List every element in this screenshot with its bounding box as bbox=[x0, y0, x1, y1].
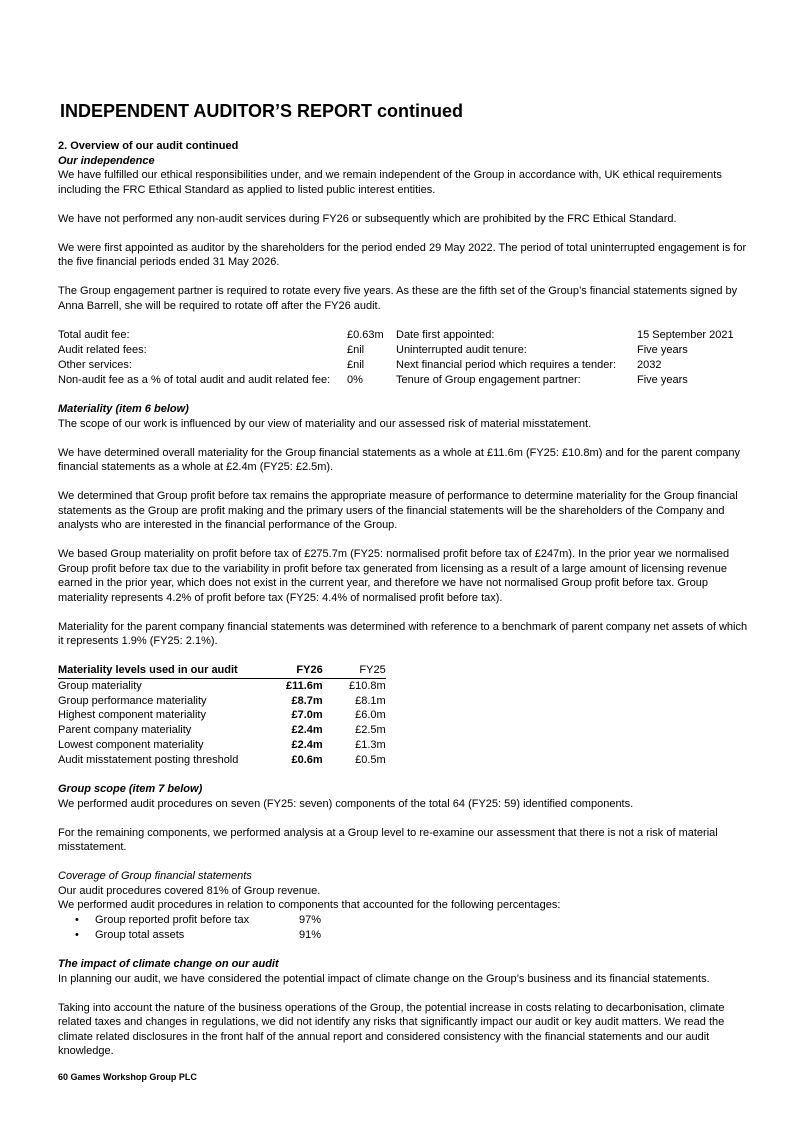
materiality-paragraph-1: The scope of our work is influenced by our view of materiality and our assessed risk of material misstatement. bbox=[58, 417, 592, 430]
fee-value: £nil bbox=[347, 343, 365, 356]
page-title: INDEPENDENT AUDITOR’S REPORT continued bbox=[60, 101, 464, 121]
fee-label: Total audit fee: bbox=[58, 328, 130, 341]
materiality-table bbox=[58, 663, 386, 768]
row-label: Lowest component materiality bbox=[58, 738, 204, 751]
table-row bbox=[58, 723, 386, 738]
table-row bbox=[58, 694, 386, 709]
column-header: FY26 bbox=[286, 663, 323, 678]
materiality-paragraph-3: We determined that Group profit before tax remains the appropriate measure of performance to determine materiality for the Group financial statements as the Group are profit making and the primary users of the financial statements will be the shareholders of the Company and analysts who are interested in the financial performance of the Group. bbox=[58, 490, 738, 531]
coverage-heading: Coverage of Group financial statements bbox=[58, 870, 252, 883]
tenure-label: Next financial period which requires a tender: bbox=[396, 358, 617, 371]
fy25-value: £10.8m bbox=[349, 679, 386, 692]
materiality-paragraph-4: We based Group materiality on profit before tax of £275.7m (FY25: normalised profit before tax of £247m). In the prior year we normalised Group profit before tax due to the variability in profit before tax generated from licensing as a result of a large amount of licensing revenue earned in the prior year, which does not exist in the current year, and therefore we have not normalised Group profit before tax. Group materiality represents 4.2% of profit before tax (FY25: 4.4% of normalised profit before tax). bbox=[58, 548, 730, 604]
independence-heading: Our independence bbox=[58, 154, 155, 167]
table-row bbox=[58, 753, 386, 768]
section-heading: 2. Overview of our audit continued bbox=[58, 140, 239, 152]
fy26-value: £7.0m bbox=[291, 709, 323, 722]
scope-paragraph-2: For the remaining components, we performed analysis at a Group level to re-examine our assessment that there is not a risk of material misstatement. bbox=[58, 826, 718, 854]
materiality-paragraph-2: We have determined overall materiality for the Group financial statements as a whole at £11.6m (FY25: £10.8m) and for the parent company financial statements as a whole at £2.4m (FY25: £2.5m). bbox=[58, 446, 740, 473]
independence-paragraph-4: The Group engagement partner is required to rotate every five years. As these are the fifth set of the Group’s financial statements signed by Anna Barrell, she will be required to rotate off after the FY26 audit. bbox=[58, 285, 738, 312]
row-label: Parent company materiality bbox=[58, 724, 192, 737]
fees-row bbox=[58, 373, 748, 388]
fee-label: Audit related fees: bbox=[58, 343, 147, 356]
tenure-label: Tenure of Group engagement partner: bbox=[396, 373, 581, 386]
fees-row bbox=[58, 343, 748, 358]
fee-label: Other services: bbox=[58, 358, 132, 371]
fy25-value: £8.1m bbox=[355, 694, 386, 707]
tenure-value: 15 September 2021 bbox=[637, 328, 734, 341]
tenure-label: Date first appointed: bbox=[396, 328, 495, 341]
fy25-value: £2.5m bbox=[355, 724, 386, 737]
table-row bbox=[58, 678, 386, 693]
independence-paragraph-3: We were first appointed as auditor by the shareholders for the period ended 29 May 2022. The period of total uninterrupted engagement is for the five financial periods ended 31 May 2026. bbox=[58, 241, 747, 268]
fee-value: £nil bbox=[347, 358, 365, 371]
tenure-value: Five years bbox=[637, 343, 688, 356]
tenure-value: 2032 bbox=[637, 358, 662, 371]
report-body bbox=[58, 139, 748, 1059]
independence-paragraph-1: We have fulfilled our ethical responsibilities under, and we remain independent of the Group in accordance with, UK ethical requirements including the FRC Ethical Standard as applied to listed public interest entities. bbox=[58, 169, 722, 196]
fees-row bbox=[58, 328, 748, 343]
row-label: Group materiality bbox=[58, 679, 142, 692]
coverage-paragraph-2: We performed audit procedures in relation to components that accounted for the following percentages: bbox=[58, 899, 561, 912]
column-header: FY25 bbox=[323, 663, 386, 678]
fee-label: Non-audit fee as a % of total audit and audit related fee: bbox=[58, 373, 331, 386]
list-item-percent: 91% bbox=[299, 928, 322, 941]
scope-paragraph-1: We performed audit procedures on seven (FY25: seven) components of the total 64 (FY25: 59) identified components. bbox=[58, 797, 634, 810]
climate-paragraph-1: In planning our audit, we have considered the potential impact of climate change on the Group’s business and its financial statements. bbox=[58, 972, 710, 985]
row-label: Audit misstatement posting threshold bbox=[58, 753, 239, 766]
page-footer: 60 Games Workshop Group PLC bbox=[58, 1072, 197, 1082]
fee-value: 0% bbox=[347, 373, 363, 386]
list-item-percent: 97% bbox=[299, 913, 322, 926]
table-row bbox=[58, 738, 386, 753]
fee-value: £0.63m bbox=[347, 328, 384, 341]
row-label: Group performance materiality bbox=[58, 694, 207, 707]
row-label: Highest component materiality bbox=[58, 709, 206, 722]
fy25-value: £1.3m bbox=[355, 738, 386, 751]
fy26-value: £8.7m bbox=[291, 694, 323, 707]
column-header: Materiality levels used in our audit bbox=[58, 663, 286, 678]
table-row bbox=[58, 708, 386, 723]
fy26-value: £0.6m bbox=[291, 753, 323, 766]
fy25-value: £6.0m bbox=[355, 709, 386, 722]
materiality-heading: Materiality (item 6 below) bbox=[58, 403, 189, 415]
coverage-paragraph-1: Our audit procedures covered 81% of Group revenue. bbox=[58, 884, 321, 897]
coverage-list bbox=[58, 913, 748, 943]
materiality-paragraph-5: Materiality for the parent company financial statements was determined with reference to a benchmark of parent company net assets of which it represents 1.9% (FY25: 2.1%). bbox=[58, 620, 748, 647]
fees-table bbox=[58, 328, 748, 388]
list-item-label: Group reported profit before tax bbox=[95, 913, 250, 926]
fy26-value: £2.4m bbox=[291, 724, 323, 737]
climate-paragraph-2: Taking into account the nature of the business operations of the Group, the potential increase in costs relating to decarbonisation, climate related taxes and changes in regulations, we did not identify any risks that significantly impact our audit or key audit matters. We read the climate related disclosures in the front half of the annual report and considered consistency with the financial statements and our audit knowledge. bbox=[58, 1001, 725, 1058]
fy26-value: £11.6m bbox=[286, 679, 323, 692]
scope-heading: Group scope (item 7 below) bbox=[58, 783, 203, 796]
climate-heading: The impact of climate change on our audit bbox=[58, 958, 279, 971]
materiality-table-header bbox=[58, 663, 386, 678]
list-item-label: Group total assets bbox=[95, 928, 185, 941]
tenure-value: Five years bbox=[637, 373, 688, 386]
fees-row bbox=[58, 358, 748, 373]
fy26-value: £2.4m bbox=[291, 738, 323, 751]
fy25-value: £0.5m bbox=[355, 753, 386, 766]
tenure-label: Uninterrupted audit tenure: bbox=[396, 343, 527, 356]
list-item bbox=[58, 928, 748, 943]
list-item bbox=[58, 913, 748, 928]
independence-paragraph-2: We have not performed any non-audit services during FY26 or subsequently which are prohibited by the FRC Ethical Standard. bbox=[58, 212, 677, 225]
